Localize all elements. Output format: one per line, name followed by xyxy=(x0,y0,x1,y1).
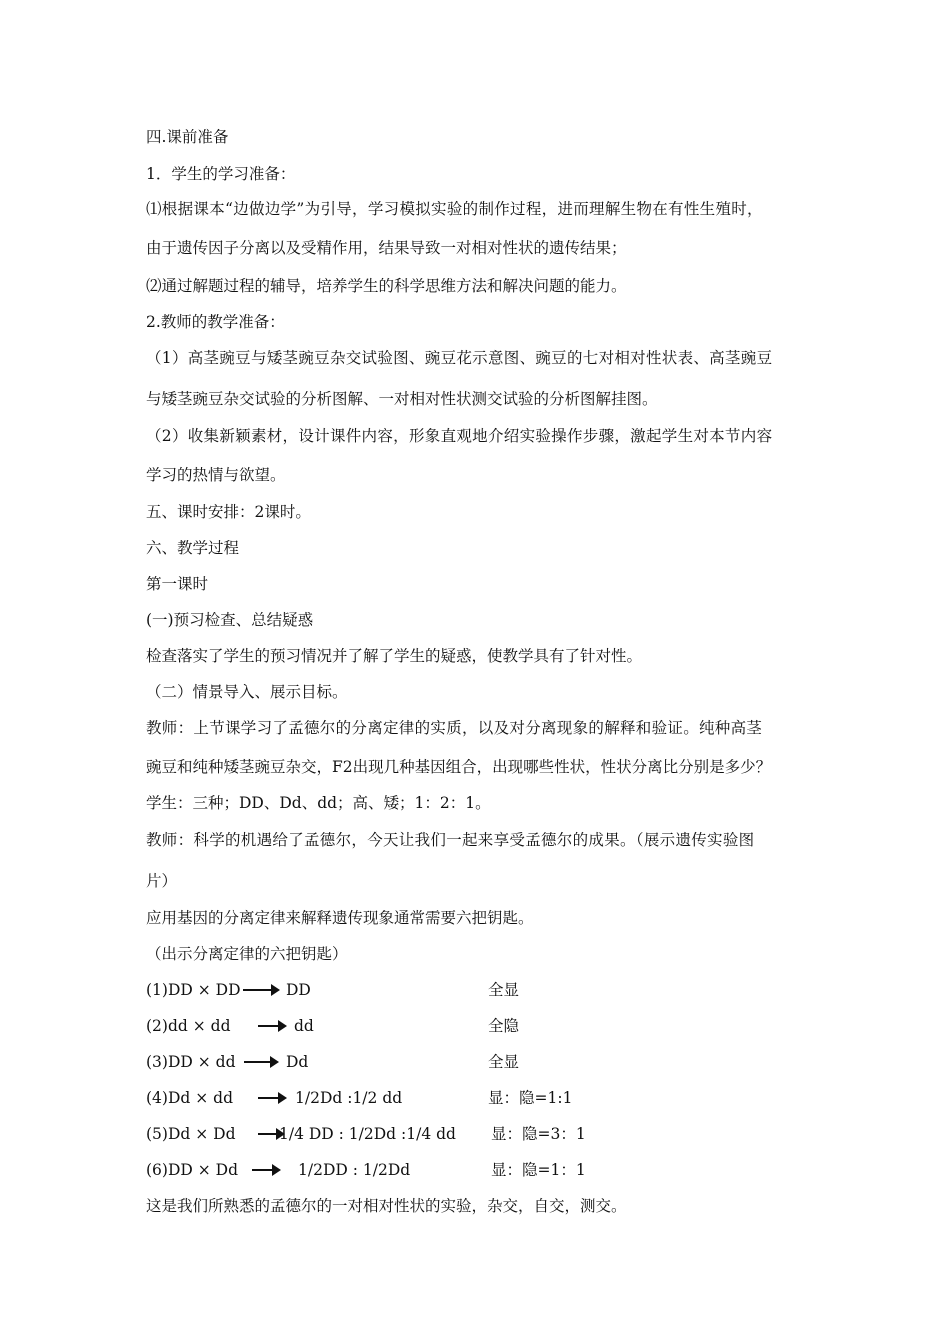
formula-phenotype: 显：隐=1：1 xyxy=(491,1161,586,1179)
closing-paragraph: 这是我们所熟悉的孟德尔的一对相对性状的实验，杂交，自交，测交。 xyxy=(146,1197,627,1215)
heading-lesson-preparation: 四.课前准备 xyxy=(146,128,229,146)
paragraph-line: 由于遗传因子分离以及受精作用，结果导致一对相对性状的遗传结果； xyxy=(146,239,627,257)
heading-teaching-process: 六、教学过程 xyxy=(146,539,240,557)
formula-phenotype: 显：隐=1:1 xyxy=(488,1089,573,1107)
formula-row-5 xyxy=(146,1124,806,1144)
paragraph-line: 片） xyxy=(146,872,178,890)
paragraph-line: 学生：三种；DD、Dd、dd；高、矮；1：2：1。 xyxy=(146,794,491,812)
paragraph-line: 应用基因的分离定律来解释遗传现象通常需要六把钥匙。 xyxy=(146,909,534,927)
formula-row-4 xyxy=(146,1088,806,1108)
formula-cross: (5)Dd × Dd xyxy=(146,1125,236,1143)
subheading-first-lesson: 第一课时 xyxy=(146,575,209,593)
paragraph-line: 豌豆和纯种矮茎豌豆杂交，F2出现几种基因组合，出现哪些性状，性状分离比分别是多少？ xyxy=(146,758,772,776)
arrow-icon xyxy=(243,989,273,991)
formula-cross: (6)DD × Dd xyxy=(146,1161,239,1179)
heading-lesson-schedule: 五、课时安排：2课时。 xyxy=(146,503,311,521)
formula-result: dd xyxy=(294,1017,314,1035)
paragraph-line: （2）收集新颖素材，设计课件内容，形象直观地介绍实验操作步骤，激起学生对本节内容 xyxy=(146,427,773,445)
formula-row-6 xyxy=(146,1160,806,1180)
formula-cross: (4)Dd × dd xyxy=(146,1089,233,1107)
formula-phenotype: 全隐 xyxy=(488,1017,520,1035)
paragraph-line: 检查落实了学生的预习情况并了解了学生的疑惑，使教学具有了针对性。 xyxy=(146,647,643,665)
subheading-teacher-preparation: 2.教师的教学准备： xyxy=(146,313,285,331)
paragraph-line: （1）高茎豌豆与矮茎豌豆杂交试验图、豌豆花示意图、豌豆的七对相对性状表、高茎豌豆 xyxy=(146,349,773,367)
formula-phenotype: 全显 xyxy=(488,1053,520,1071)
formula-result: Dd xyxy=(286,1053,309,1071)
paragraph-line: （出示分离定律的六把钥匙） xyxy=(146,945,348,963)
formula-cross: (1)DD × DD xyxy=(146,981,241,999)
paragraph-line: 与矮茎豌豆杂交试验的分析图解、一对相对性状测交试验的分析图解挂图。 xyxy=(146,390,658,408)
formula-cross: (2)dd × dd xyxy=(146,1017,231,1035)
formula-row-3 xyxy=(146,1052,806,1072)
paragraph-line: ⑵通过解题过程的辅导，培养学生的科学思维方法和解决问题的能力。 xyxy=(146,277,627,295)
arrow-icon xyxy=(252,1169,274,1171)
formula-row-1 xyxy=(146,980,806,1000)
subheading-student-preparation: 1．学生的学习准备： xyxy=(146,165,296,183)
formula-cross: (3)DD × dd xyxy=(146,1053,236,1071)
arrow-icon xyxy=(258,1133,278,1135)
subheading-scenario-intro: （二）情景导入、展示目标。 xyxy=(146,683,348,701)
arrow-icon xyxy=(244,1061,272,1063)
arrow-icon xyxy=(258,1097,280,1099)
formula-result: DD xyxy=(286,981,311,999)
paragraph-line: 学习的热情与欲望。 xyxy=(146,466,286,484)
paragraph-line: 教师：科学的机遇给了孟德尔，今天让我们一起来享受孟德尔的成果。（展示遗传实验图 xyxy=(146,831,755,849)
formula-result: 1/2DD : 1/2Dd xyxy=(298,1161,411,1179)
formula-row-2 xyxy=(146,1016,806,1036)
subheading-preview-check: (一)预习检查、总结疑惑 xyxy=(146,611,314,629)
paragraph-line: 教师：上节课学习了孟德尔的分离定律的实质，以及对分离现象的解释和验证。纯种高茎 xyxy=(146,719,763,737)
formula-phenotype: 显：隐=3：1 xyxy=(491,1125,586,1143)
formula-phenotype: 全显 xyxy=(488,981,520,999)
paragraph-line: ⑴根据课本“边做边学”为引导，学习模拟实验的制作过程，进而理解生物在有性生殖时， xyxy=(146,200,763,218)
formula-result: 1/2Dd :1/2 dd xyxy=(295,1089,403,1107)
arrow-icon xyxy=(258,1025,280,1027)
formula-result: 1/4 DD : 1/2Dd :1/4 dd xyxy=(279,1125,456,1143)
